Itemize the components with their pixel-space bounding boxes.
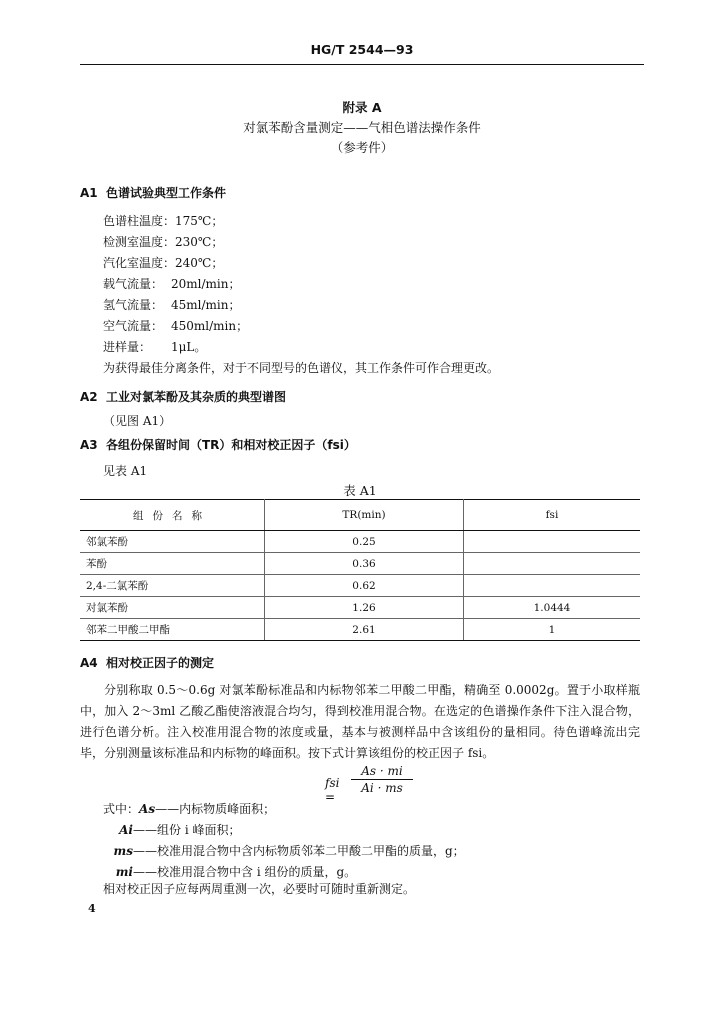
formula-lhs: fsi =: [325, 776, 340, 804]
condition-line: [103, 317, 248, 334]
variable-symbol: ms: [113, 844, 133, 858]
formula-denominator: Ai · ms: [361, 781, 403, 795]
condition-line: 检测室温度：230℃；: [103, 235, 224, 249]
variable-description: ——内标物质峰面积；: [155, 802, 276, 816]
table-cell: 1.26: [265, 597, 464, 619]
section-a1-heading: [80, 184, 226, 201]
condition-value: 1μL。: [171, 340, 207, 354]
appendix-label: 附录 A: [342, 100, 382, 115]
table-caption: 表 A1: [343, 483, 377, 498]
table-row: [80, 553, 640, 575]
figure-reference: （见图 A1）: [103, 414, 172, 428]
condition-note: 为获得最佳分离条件，对于不同型号的色谱仪，其工作条件可作合理更改。: [103, 361, 500, 375]
section-title: 色谱试验典型工作条件: [106, 186, 227, 200]
formula-fraction: [351, 764, 413, 795]
section-number: A4: [80, 656, 98, 670]
appendix-note: （参考件）: [330, 140, 394, 155]
table-header-row: [80, 500, 640, 531]
table-reference: 见表 A1: [103, 464, 148, 478]
table-cell: 对氯苯酚: [80, 597, 265, 619]
table-row: [80, 575, 640, 597]
condition-key: 氢气流量：: [103, 298, 164, 312]
condition-value: 45ml/min；: [171, 298, 241, 312]
variable-row: [103, 800, 275, 817]
condition-line: 汽化室温度：240℃；: [103, 256, 224, 270]
table-cell: 0.25: [265, 531, 464, 553]
retention-table: [80, 499, 640, 641]
formula-numerator: As · mi: [351, 764, 413, 780]
method-paragraph: 分别称取 0.5～0.6g 对氯苯酚标准品和内标物邻苯二甲酸二甲酯，精确至 0.0002g。置于小取样瓶中，加入 2～3ml 乙酸乙酯使溶液混合均匀，得到校准用混合物。在选定的色谱操作条件下注入混合物，进行色谱分析。注入校准用混合物的浓度或量，基本与被测样品中含该组份的量相同。待色谱峰流出完毕，分别测量该标准品和内标物的峰面积。按下式计算该组份的校正因子 fsi。: [80, 683, 640, 760]
closing-note: 相对校正因子应每两周重测一次，必要时可随时重新测定。: [103, 882, 416, 896]
standard-code: HG/T 2544—93: [310, 42, 414, 57]
variable-description: ——校准用混合物中含内标物质邻苯二甲酸二甲酯的质量，g；: [133, 844, 465, 858]
condition-line: 色谱柱温度：175℃；: [103, 214, 224, 228]
condition-key: 进样量：: [103, 340, 152, 354]
table-cell: 1.0444: [464, 597, 641, 619]
table-cell: [464, 575, 641, 597]
section-number: A1: [80, 186, 98, 200]
variable-description: ——组份 i 峰面积；: [133, 823, 241, 837]
column-header: fsi: [464, 500, 641, 531]
table-cell: [464, 531, 641, 553]
table-cell: 0.62: [265, 575, 464, 597]
table-row: [80, 531, 640, 553]
condition-key: 载气流量：: [103, 277, 164, 291]
table-cell: 0.36: [265, 553, 464, 575]
table-cell: 邻苯二甲酸二甲酯: [80, 619, 265, 641]
condition-value: 20ml/min；: [171, 277, 241, 291]
variable-row: [107, 863, 356, 880]
section-title: 各组份保留时间（TR）和相对校正因子（fsi）: [106, 438, 356, 452]
variable-description: ——校准用混合物中含 i 组份的质量，g。: [133, 865, 357, 879]
section-number: A3: [80, 438, 98, 452]
variable-symbol: As: [139, 802, 156, 816]
table-cell: 2,4-二氯苯酚: [80, 575, 265, 597]
column-header: TR(min): [265, 500, 464, 531]
table-row: [80, 619, 640, 641]
section-number: A2: [80, 390, 98, 404]
section-title: 工业对氯苯酚及其杂质的典型谱图: [106, 390, 287, 404]
section-title: 相对校正因子的测定: [106, 656, 215, 670]
table-cell: 2.61: [265, 619, 464, 641]
condition-key: 空气流量：: [103, 319, 164, 333]
condition-line: [103, 338, 206, 355]
section-a2-heading: [80, 388, 286, 405]
table-cell: [464, 553, 641, 575]
condition-line: [103, 275, 240, 292]
table-cell: 苯酚: [80, 553, 265, 575]
table-cell: 1: [464, 619, 641, 641]
table-cell: 邻氯苯酚: [80, 531, 265, 553]
condition-value: 450ml/min；: [171, 319, 249, 333]
page-number: 4: [88, 902, 96, 915]
table-row: [80, 597, 640, 619]
variable-row: [107, 842, 465, 859]
header-rule: [80, 64, 644, 65]
condition-line: [103, 296, 240, 313]
section-a4-heading: [80, 654, 214, 671]
appendix-title: 对氯苯酚含量测定——气相色谱法操作条件: [243, 120, 481, 135]
section-a3-heading: [80, 436, 356, 453]
where-intro: 式中：: [103, 802, 140, 816]
variable-row: [107, 821, 240, 838]
column-header: 组份名称: [80, 500, 265, 531]
variable-symbol: mi: [115, 865, 133, 879]
variable-symbol: Ai: [119, 823, 133, 837]
